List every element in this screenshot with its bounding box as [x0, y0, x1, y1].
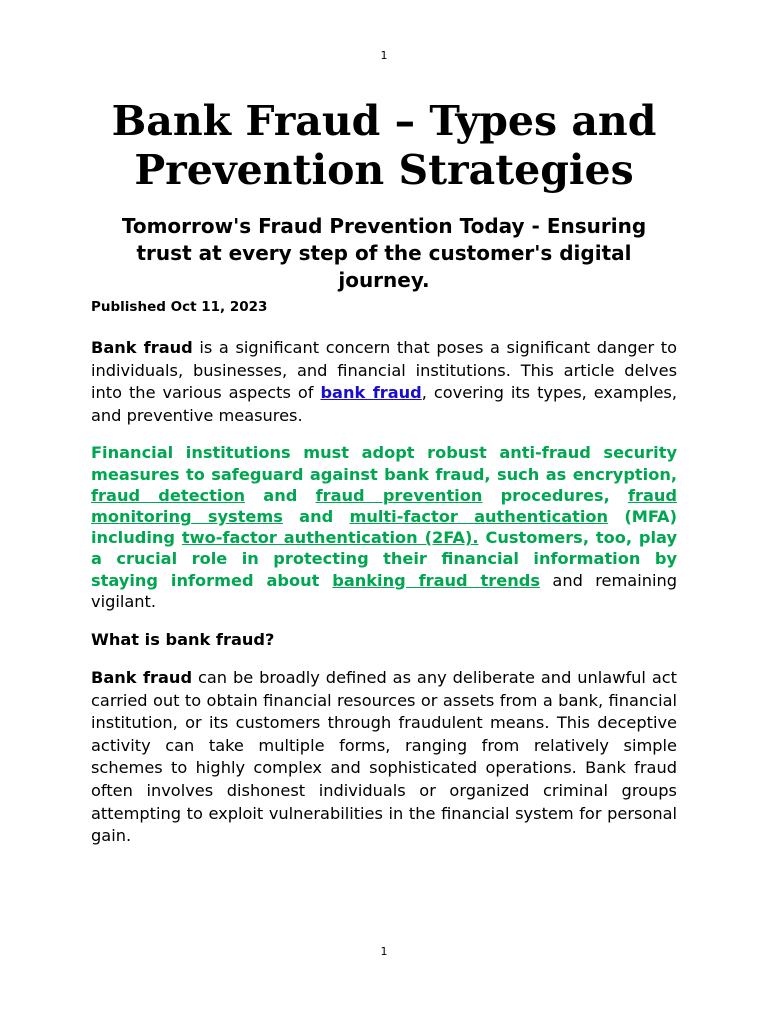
security-text-2: and	[245, 485, 316, 505]
intro-bold-term: Bank fraud	[91, 338, 193, 357]
section-heading: What is bank fraud?	[91, 630, 275, 649]
intro-text-1: is a significant concern that poses a significant danger to individuals, businesses, and financial institutions. This article delves into the various aspects of	[91, 338, 677, 403]
definition-bold-term: Bank fraud	[91, 668, 193, 687]
security-text-3: procedures,	[482, 485, 628, 505]
security-text-7: and remaining vigilant.	[91, 570, 677, 611]
intro-text-2: , covering its types, examples, and preventive measures.	[91, 383, 678, 425]
page-title: Bank Fraud – Types and Prevention Strategies	[111, 97, 657, 194]
mfa-link[interactable]: multi-factor authentication	[349, 506, 609, 526]
security-text-5: (MFA) including	[91, 506, 677, 548]
published-date: Published Oct 11, 2023	[91, 299, 268, 315]
security-text-6: Customers, too, play a crucial role in protecting their financial information by staying informed about	[91, 528, 678, 590]
page-number-bottom: 1	[380, 945, 388, 958]
two-factor-link[interactable]: two-factor authentication (2FA).	[181, 528, 479, 548]
security-paragraph	[91, 442, 677, 612]
fraud-detection-link[interactable]: fraud detection	[91, 485, 246, 505]
document-body	[91, 97, 677, 848]
fraud-monitoring-link[interactable]: fraud monitoring systems	[91, 485, 677, 526]
page-subtitle: Tomorrow's Fraud Prevention Today - Ensuring trust at every step of the customer's digital journey.	[121, 214, 647, 292]
security-text-1: Financial institutions must adopt robust anti-fraud security measures to safeguard against bank fraud, such as encryption,	[91, 443, 677, 484]
page-number-top: 1	[380, 49, 388, 62]
fraud-prevention-link[interactable]: fraud prevention	[315, 485, 483, 505]
definition-text: can be broadly defined as any deliberate and unlawful act carried out to obtain financial resources or assets from a bank, financial institution, or its customers through fraudulent means. This deceptive activity can take multiple forms, ranging from relatively simple schemes to highly complex and sophisticated operations. Bank fraud often involves dishonest individuals or organized criminal groups attempting to exploit vulnerabilities in the financial system for personal gain.	[91, 668, 677, 846]
fraud-trends-link[interactable]: banking fraud trends	[332, 570, 540, 590]
security-text-4: and	[282, 506, 350, 526]
bank-fraud-link[interactable]: bank fraud	[320, 383, 422, 403]
intro-paragraph	[91, 337, 677, 427]
definition-paragraph	[91, 667, 677, 848]
